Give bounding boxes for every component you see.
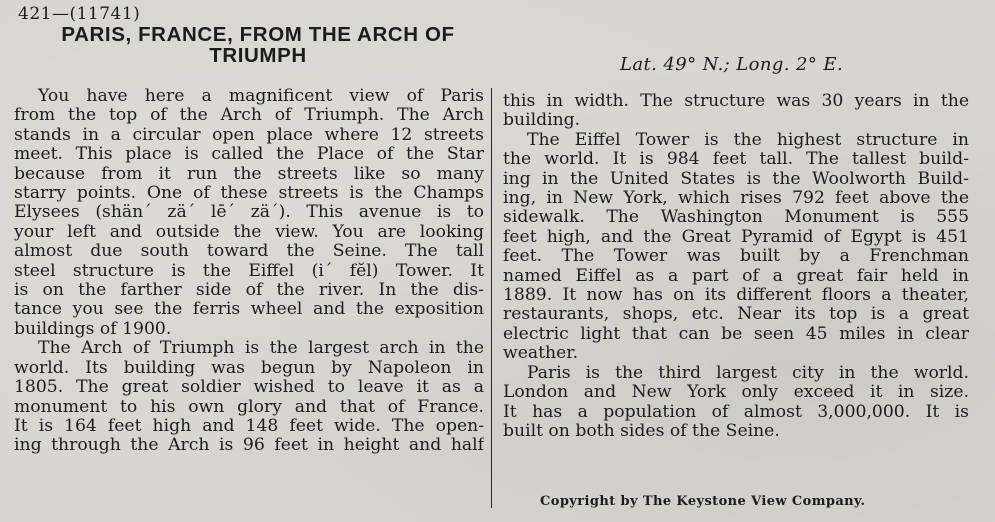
text-line: electric light that can be seen 45 miles in clear [503, 324, 969, 344]
text-line: stands in a circular open place where 12 streets [14, 125, 484, 145]
text-line: ing through the Arch is 96 feet in height and half [14, 436, 484, 456]
card-title-line-1: PARIS, FRANCE, FROM THE ARCH OF [61, 23, 455, 46]
column-divider [491, 88, 492, 508]
card-title-line-2: TRIUMPH [209, 44, 307, 67]
right-text-column [503, 92, 969, 441]
text-line: 1805. The great soldier wished to leave it as a [14, 378, 484, 398]
left-text-column [14, 87, 484, 456]
text-line: this in width. The structure was 30 years in the [503, 92, 969, 111]
text-line: world. Its building was begun by Napoleon in [14, 358, 484, 378]
text-line: building. [503, 111, 581, 131]
text-line: meet. This place is called the Place of the Star [14, 145, 484, 165]
text-line: almost due south toward the Seine. The tall [14, 242, 484, 262]
text-line: starry points. One of these streets is the Champs [14, 184, 484, 204]
text-line: built on both sides of the Seine. [503, 421, 780, 441]
text-line: Paris is the third largest city in the world. [527, 363, 969, 383]
text-line: It is 164 feet high and 148 feet wide. The open- [14, 416, 484, 436]
copyright-notice: Copyright by The Keystone View Company. [540, 494, 866, 509]
text-line: monument to his own glory and that of France. [14, 397, 484, 417]
text-line: steel structure is the Eiffel (i´ fĕl) Tower. It [14, 261, 484, 281]
card-serial-number: 421—(11741) [18, 4, 141, 24]
text-line: your left and outside the view. You are looking [14, 222, 484, 242]
text-line: weather. [503, 344, 579, 364]
text-line: London and New York only exceed it in size. [503, 383, 969, 403]
text-line: named Eiffel as a part of a great fair held in [503, 266, 969, 286]
text-line: tance you see the ferris wheel and the exposition [14, 300, 484, 320]
text-line: Elysees (shän´ zä´ lē´ zä´). This avenue is to [14, 203, 484, 223]
text-line: the world. It is 984 feet tall. The tallest build- [503, 150, 969, 170]
text-line: from the top of the Arch of Triumph. The Arch [14, 106, 484, 126]
text-line: is on the farther side of the river. In the dis- [14, 281, 484, 301]
card-title [28, 24, 488, 66]
text-line: ing, in New York, which rises 792 feet above the [503, 189, 969, 209]
text-line: The Arch of Triumph is the largest arch in the [38, 339, 484, 359]
text-line: feet high, and the Great Pyramid of Egypt is 451 [503, 227, 969, 247]
text-line: It has a population of almost 3,000,000. It is [503, 402, 969, 422]
text-line: sidewalk. The Washington Monument is 555 [503, 208, 969, 228]
latitude-longitude: Lat. 49° N.; Long. 2° E. [620, 54, 844, 75]
text-line: You have here a magnificent view of Paris [38, 87, 484, 106]
text-line: buildings of 1900. [14, 319, 172, 339]
text-line: 1889. It now has on its different floors a theater, [503, 286, 969, 306]
text-line: restaurants, shops, etc. Near its top is a great [503, 305, 969, 325]
text-line: ing in the United States is the Woolworth Build- [503, 169, 969, 189]
text-line: feet. The Tower was built by a Frenchman [503, 247, 969, 267]
text-line: The Eiffel Tower is the highest structure in [527, 130, 969, 150]
text-line: because from it run the streets like so many [14, 164, 484, 184]
